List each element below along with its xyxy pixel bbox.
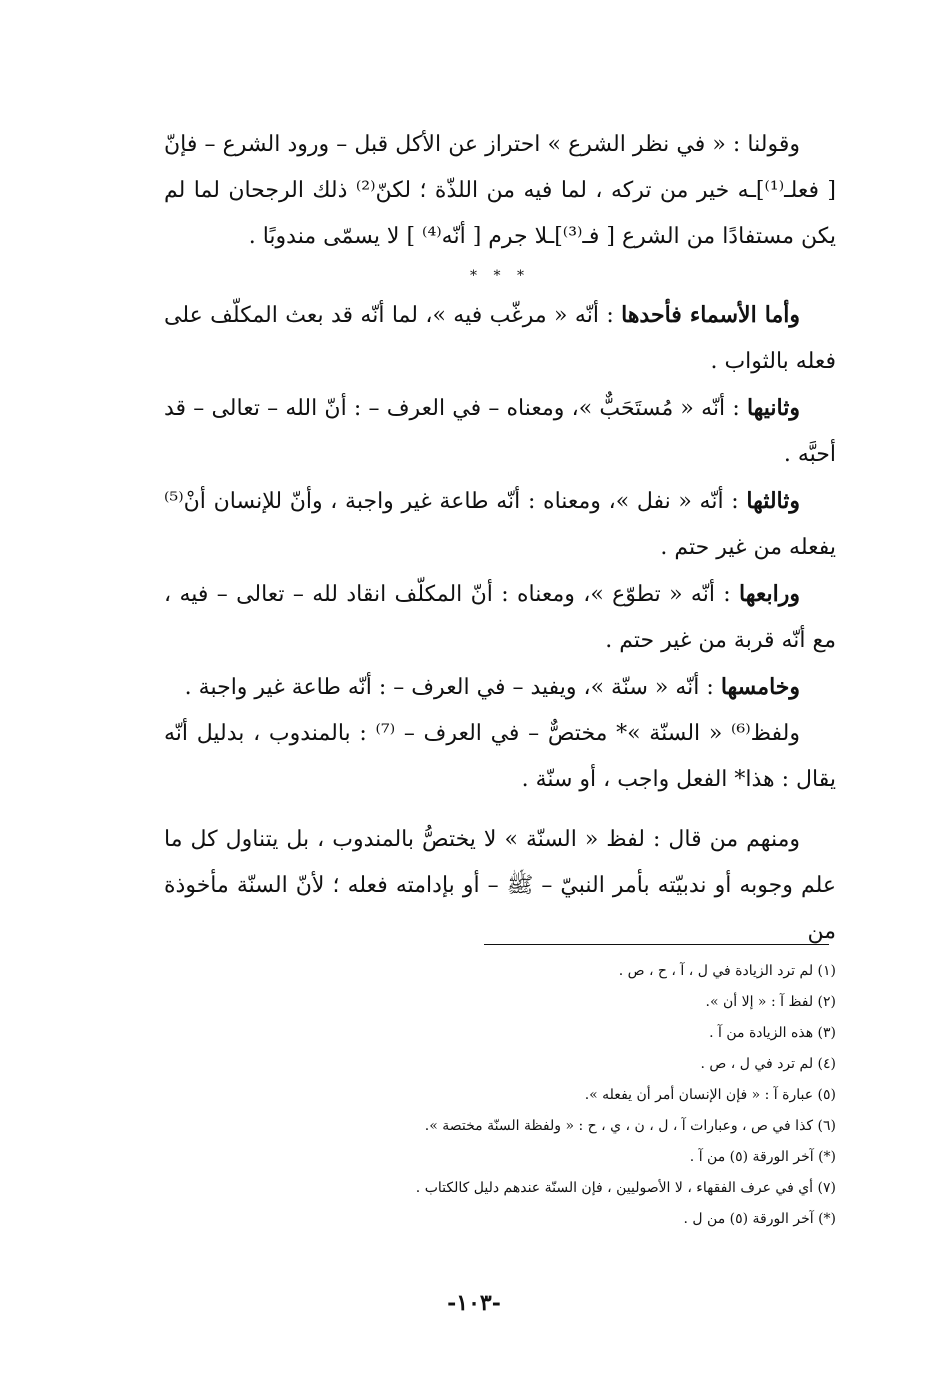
paragraph-text: : أنّه « مرغّب فيه »، لما أنّه قد بعث المكلّف على فعله بالثواب . — [164, 303, 836, 374]
footnote: (*) آخر الورقة (٥) من آ . — [689, 1149, 836, 1165]
paragraph-text: : أنّه « نفل »، ومعناه : أنّه طاعة غير واجبة ، وأنّ للإنسان أنْ⁽⁵⁾ يفعله من غير حتم . — [164, 489, 836, 560]
lead-term: وثانيها — [746, 395, 800, 421]
paragraph-name-5 — [164, 664, 836, 711]
lead-term: وثالثها — [746, 488, 800, 514]
footnote: (٤) لم ترد في ل ، ص . — [700, 1056, 836, 1072]
lead-term: وخامسها — [720, 674, 800, 700]
footnote-divider — [484, 944, 829, 945]
footnote: (٧) أي في عرف الفقهاء ، لا الأصوليين ، فإن السنّة عندهم دليل كالكتاب . — [415, 1180, 836, 1196]
paragraph-name-3 — [164, 478, 836, 571]
paragraph-text: : أنّه « تطوّع »، ومعناه : أنّ المكلّف انقاد لله – تعالى – فيه ، مع أنّه قربة من غير حتم . — [164, 582, 836, 653]
lead-term: وأما الأسماء فأحدها — [621, 302, 800, 328]
main-text — [164, 122, 836, 955]
paragraph-text: : أنّه « سنّة »، ويفيد – في العرف – : أنّه طاعة غير واجبة . — [184, 675, 721, 700]
paragraph-name-2 — [164, 385, 836, 478]
paragraph-text: : أنّه « مُستَحَبٌّ »، ومعناه – في العرف – : أنّ الله – تعالى – قد أحبَّه . — [164, 396, 836, 467]
paragraph-name-4 — [164, 571, 836, 664]
lead-term: ورابعها — [739, 581, 800, 607]
footnote: (٣) هذه الزيادة من آ . — [709, 1025, 836, 1041]
section-separator: * * * — [470, 268, 530, 284]
paragraph-intro: وقولنا : « في نظر الشرع » احتراز عن الأكل قبل – ورود الشرع – فإنّ [ فعلـ⁽¹⁾]ـه خير من تركه ، لما فيه من اللذّة ؛ لكنّ⁽²⁾ ذلك الرجحان لما لم يكن مستفادًا من الشرع [ فـ⁽³⁾]ـلا جرم [ أنّه⁽⁴⁾ ] لا يسمّى مندوبًا . — [164, 132, 836, 249]
footnote: (*) آخر الورقة (٥) من ل . — [683, 1211, 836, 1227]
paragraph-name-1 — [164, 292, 836, 385]
footnotes — [164, 956, 836, 1235]
footnote: (٢) لفظ آ : « إلا أن ». — [705, 994, 836, 1010]
footnote: (١) لم ترد الزيادة في ل ، آ ، ح ، ص . — [618, 963, 836, 979]
paragraph-last: ومنهم من قال : لفظ « السنّة » لا يختصُّ بالمندوب ، بل يتناول كل ما علم وجوبه أو ندبيّته بأمر النبيّ – ﷺ – أو بإدامته فعله ؛ لأنّ السنّة مأخوذة من — [164, 827, 836, 944]
footnote: (٥) عبارة آ : « فإن الإنسان أمر أن يفعله ». — [584, 1087, 836, 1103]
page-number: -١٠٣- — [447, 1290, 501, 1316]
footnote: (٦) كذا في ص ، وعبارات آ ، ل ، ن ، ي ، ح : « ولفظة السنّة مختصة ». — [424, 1118, 836, 1134]
paragraph-sunnah: ولفظ⁽⁶⁾ « السنّة »* مختصٌّ – في العرف – ⁽⁷⁾ : بالمندوب ، بدليل أنّه يقال : هذا* الفعل واجب ، أو سنّة . — [164, 721, 836, 792]
